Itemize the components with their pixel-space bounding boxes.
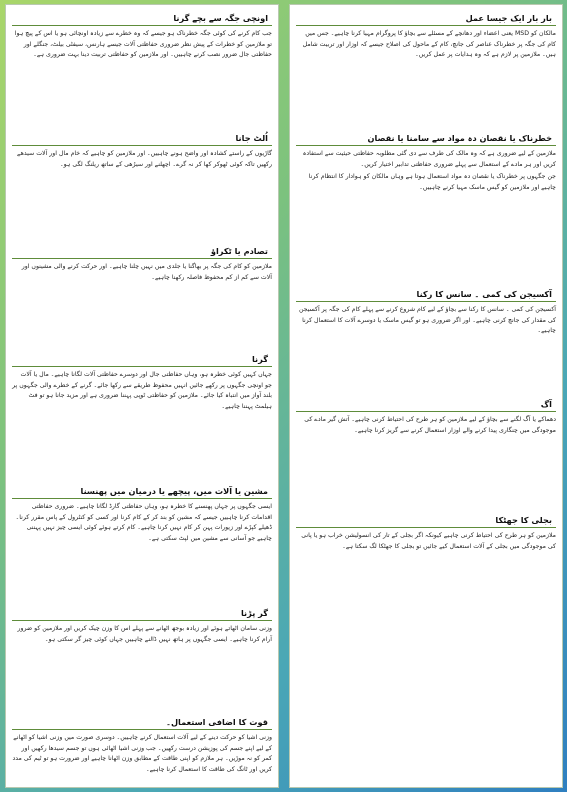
section-text: مالکان کو MSD یعنی اعضاء اور دھانچے کے مسئلے سے بچاؤ کا پروگرام مہیا کرنا چاہیے۔ جس میں کام کی جگہ پر خطرناک عناصر کی جانچ، کام کے ماحول کی اصلاح جیسے کہ اوزار اور تربیت شامل ہیں۔ ملازمین پر لازم ہے کہ وہ ہدایات پر عمل کریں۔ <box>302 30 556 58</box>
section-falling <box>12 354 272 414</box>
section-text: ملازمین کو کام کی جگہ پر بھاگنا یا جلدی میں نہیں چلنا چاہیے۔ اور حرکت کرنے والی مشینوں اور آلات سے کم از کم محفوظ فاصلہ رکھنا چاہیے۔ <box>21 263 272 281</box>
section-heading: بجلی کا جھٹکا <box>296 515 556 528</box>
section-heading: تصادم یا ٹکراؤ <box>12 246 272 259</box>
section-text: آکسیجن کی کمی ۔ سانس کا رکنا سے بچاؤ کے لیے کام شروع کرنے سے پہلے کام کی جگہ پر آکسیجن کی مقدار کی جانچ کرنی چاہیے۔ اور اگر ضروری ہو تو گیس ماسک یا دوسرے آلات کا استعمال کرنا چاہیے۔ <box>298 306 556 334</box>
section-heading: اُلٹ جانا <box>12 133 272 146</box>
section-text: ملازمین کے لیے ضروری ہے کہ وہ مالک کی طرف سے دی گئی مطلوبہ حفاظتی حیثیت سے استفادہ کریں اور ہر مادے کے استعمال سے پہلے ضروری حفاظتی تدابیر اختیار کریں۔ <box>302 150 556 168</box>
section-text: وزنی سامان اٹھاتے ہوئے اور زیادہ بوجھ اٹھانے سے پہلے اس کا وزن چیک کریں اور ملازمین کو ضرور آرام کرنا چاہیے۔ ایسی جگہوں پر ہاتھ نہیں ڈالنے چاہییں جہاں کوئی چیز گر سکتی ہو۔ <box>17 625 272 643</box>
section-text: ایسی جگہوں پر جہاں پھنسنے کا خطرہ ہو، وہاں حفاظتی گارڈ لگانا چاہیے۔ ضروری حفاظتی اقدامات کرنا چاہییں جیسے کہ مشین کو بند کر کے کام کرنا اور کسی کو کنٹرول کے پاس مقرر کرنا۔ ڈھیلے کپڑے اور زیورات پہن کر کام نہیں کرنا چاہیے۔ کام کرتے ہوئے کوئی ایسی چیز نہیں پہننی چاہیے جو آسانی سے مشین میں لپٹ سکتی ہے۔ <box>15 503 272 542</box>
section-collision <box>12 246 272 285</box>
section-fire <box>296 399 556 438</box>
section-heading: قوت کا اضافی استعمال۔ <box>12 717 272 730</box>
section-text: ملازمین کو ہر طرح کی احتیاط کرنی چاہیے کیونکہ اگر بجلی کے تار کی انسولیشن خراب ہو یا پانی کی موجودگی میں بجلی کے آلات استعمال کیے جائیں تو بجلی کا جھٹکا لگ سکتا ہے۔ <box>301 532 556 550</box>
section-heading: گرنا <box>12 354 272 367</box>
section-heading: خطرناک یا نقصان دہ مواد سے سامنا یا نقصان <box>296 133 556 146</box>
left-column <box>5 4 279 788</box>
section-caught-in-machinery <box>12 486 272 546</box>
section-overexertion <box>12 717 272 777</box>
section-text: دھماکے یا آگ لگنے سے بچاؤ کے لیے ملازمین کو ہر طرح کی احتیاط کرنی چاہیے۔ آتش گیر مادے کی موجودگی میں چنگاری پیدا کرنے والے اوزار استعمال کرنے سے گریز کرنا چاہیے۔ <box>304 416 556 434</box>
section-dropping <box>12 608 272 647</box>
section-text: جب کام کرنے کی کوئی جگہ خطرناک ہو جیسے کہ وہ خطرے سے زیادہ اونچائی ہو یا اس کے پیچ ہوا تو ملازمین کو خطرات کے پیش نظر ضروری حفاظتی آلات جیسے ہارنس، سیفٹی بیلٹ، جنگلے اور حفاظتی جال ضرور نصب کرنے چاہییں۔ اور ملازمین کو حفاظتی تربیت دینا بہت ضروری ہے۔ <box>14 30 272 58</box>
section-repetitive-motion <box>296 13 556 63</box>
section-heading: آگ <box>296 399 556 412</box>
section-heading: بار بار ایک جیسا عمل <box>296 13 556 26</box>
section-heading: اونچی جگہ سے بچے گرنا <box>12 13 272 26</box>
section-heading: مشین یا آلات میں، پیچھے یا درمیان میں پھنسنا <box>12 486 272 499</box>
right-column <box>289 4 563 788</box>
section-text: جہاں کہیں کوئی خطرہ ہو، وہاں حفاظتی جال اور دوسرے حفاظتی آلات لگانا چاہیے۔ مال یا آلات جو اونچی جگہوں پر رکھے جائیں انہیں محفوظ طریقے سے رکھا جائے۔ گرنے کے خطرے والی جگہوں پر بلند آواز میں انتباہ کیا جائے۔ ملازمین کو حفاظتی ٹوپی پہننا ضروری ہے اور مزید جانا ہو تو فٹ ہیلمٹ پہننا چاہیے۔ <box>12 371 272 410</box>
section-heading: آکسیجن کی کمی ۔ سانس کا رکنا <box>296 289 556 302</box>
section-oxygen-deficiency <box>296 289 556 339</box>
section-falling-from-height <box>12 13 272 63</box>
section-hazardous-materials <box>296 133 556 195</box>
section-tipping-over <box>12 133 272 172</box>
section-heading: گر پڑنا <box>12 608 272 621</box>
section-text: وزنی اشیا کو حرکت دینے کے لیے آلات استعمال کرنے چاہییں۔ دوسری صورت میں وزنی اشیا کو اٹھانے کے لیے اپنے جسم کی پوزیشن درست رکھیں۔ جب وزنی اشیا اٹھائی ہوں تو جسم سیدھا رکھیں اور کمر کو نہ موڑیں۔ ہر ملازم کو اپنی طاقت کے مطابق وزن اٹھانا چاہیے اور ضرورت ہو تو ٹیم کی مدد کریں اور ٹانگ کی طاقت کا استعمال کرنا چاہیے۔ <box>12 734 272 773</box>
section-text: گاڑیوں کے راستے کشادہ اور واضح ہونے چاہییں۔ اور ملازمین کو چاہیے کہ خام مال اور آلات سیدھے رکھیں تاکہ کوئی ٹھوکر کھا کر نہ گرے۔ اچھلنے اور سیڑھی کے ساتھ ریلنگ لگی ہو۔ <box>17 150 272 168</box>
section-electric-shock <box>296 515 556 554</box>
section-text: جن جگہوں پر خطرناک یا نقصان دہ مواد استعمال ہوتا ہے وہاں مالکان کو ہوادار کا انتظام کرنا چاہیے اور ملازمین کو گیس ماسک مہیا کرنے چاہییں۔ <box>308 173 556 191</box>
